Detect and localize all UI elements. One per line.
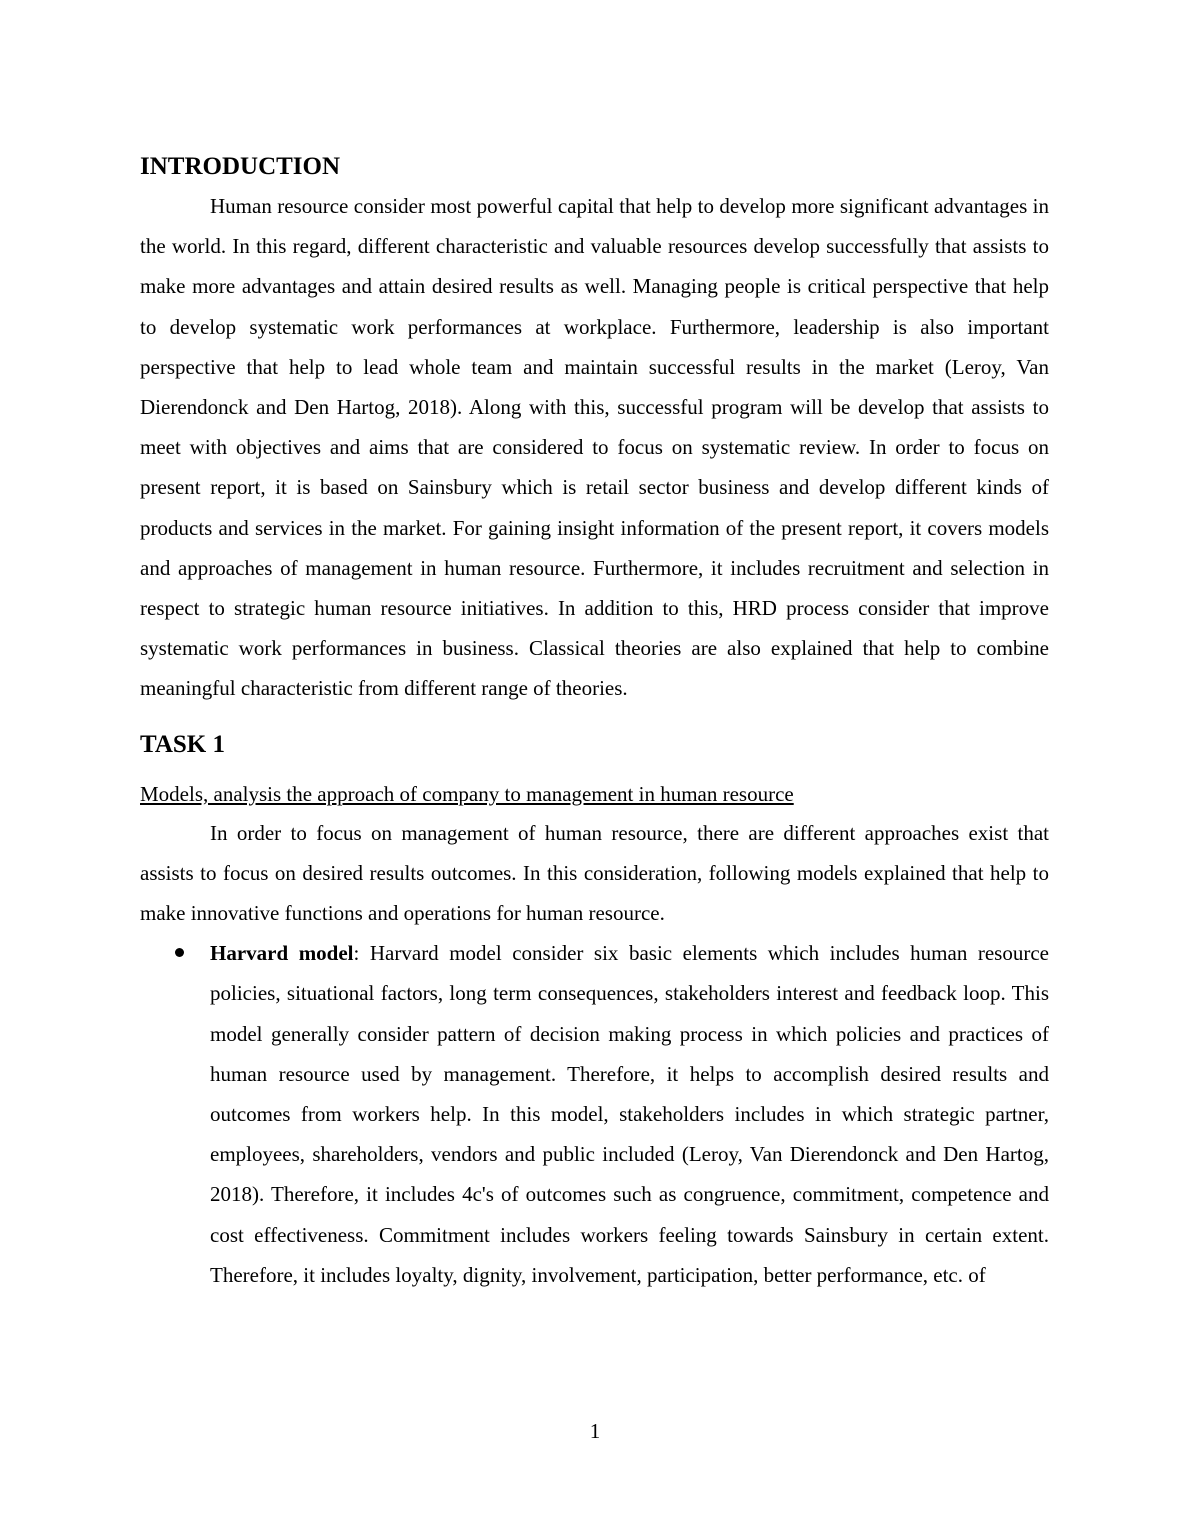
introduction-paragraph: Human resource consider most powerful capital that help to develop more significant advantages in the world. In this regard, different characteristic and valuable resources develop successfully that assists to make more advantages and attain desired results as well. Managing people is critical perspective that help to develop systematic work performances at workplace. Furthermore, leadership is also important perspective that help to lead whole team and maintain successful results in the market (Leroy, Van Dierendonck and Den Hartog, 2018). Along with this, successful program will be develop that assists to meet with objectives and aims that are considered to focus on systematic review. In order to focus on present report, it is based on Sainsbury which is retail sector business and develop different kinds of products and services in the market. For gaining insight information of the present report, it covers models and approaches of management in human resource. Furthermore, it includes recruitment and selection in respect to strategic human resource initiatives. In addition to this, HRD process consider that improve systematic work performances in business. Classical theories are also explained that help to combine meaningful characteristic from different range of theories. (140, 194, 1049, 701)
models-bullet-list (140, 933, 1049, 1295)
task-1-heading: TASK 1 (140, 730, 225, 758)
bullet-term: Harvard model (210, 941, 354, 966)
models-subheading: Models, analysis the approach of company to management in human resource (140, 781, 794, 806)
bullet-separator: : (353, 941, 360, 966)
bullet-icon (175, 948, 184, 957)
page-number: 1 (589, 1419, 601, 1443)
introduction-heading: INTRODUCTION (140, 153, 341, 180)
document-page (140, 148, 1049, 1295)
list-item (140, 933, 1049, 1295)
bullet-text: Harvard model consider six basic elements which includes human resource policies, situational factors, long term consequences, stakeholders interest and feedback loop. This model generally consider pattern of decision making process in which policies and practices of human resource used by management. Therefore, it helps to accomplish desired results and outcomes from workers help. In this model, stakeholders includes in which strategic partner, employees, shareholders, vendors and public included (Leroy, Van Dierendonck and Den Hartog, 2018). Therefore, it includes 4c's of outcomes such as congruence, commitment, competence and cost effectiveness. Commitment includes workers feeling towards Sainsbury in certain extent. Therefore, it includes loyalty, dignity, involvement, participation, better performance, etc. of (210, 941, 1049, 1287)
models-intro-paragraph: In order to focus on management of human resource, there are different approaches exist that assists to focus on desired results outcomes. In this consideration, following models explained that help to make innovative functions and operations for human resource. (140, 820, 1049, 926)
